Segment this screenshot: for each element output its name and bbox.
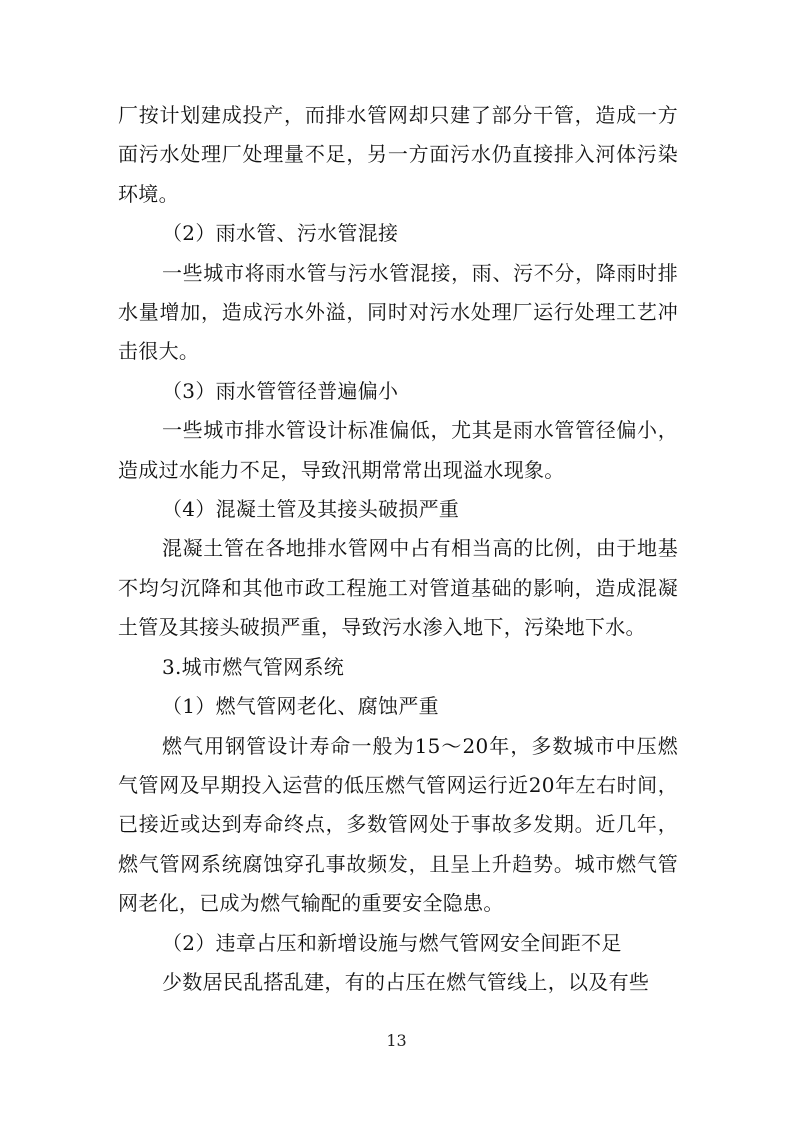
paragraph-rain-sewage-mixing: 一些城市将雨水管与污水管混接，雨、污不分，降雨时排水量增加，造成污水外溢，同时对污水处理厂运行处理工艺冲击很大。 (118, 260, 678, 364)
paragraph-concrete-pipe-damage: 混凝土管在各地排水管网中占有相当高的比例，由于地基不均匀沉降和其他市政工程施工对管道基础的影响，造成混凝土管及其接头破损严重，导致污水渗入地下，污染地下水。 (118, 536, 678, 640)
paragraph-small-diameter: 一些城市排水管设计标准偏低，尤其是雨水管管径偏小，造成过水能力不足，导致汛期常常出现溢水现象。 (118, 418, 678, 482)
page-body (118, 96, 678, 1002)
section-heading-gas-network: 3.城市燃气管网系统 (162, 654, 345, 679)
paragraph-continuation: 厂按计划建成投产，而排水管网却只建了部分干管，造成一方面污水处理厂处理量不足，另一方面污水仍直接排入河体污染环境。 (118, 103, 678, 206)
section-heading-concrete-pipe-damage: （4）混凝土管及其接头破损严重 (162, 497, 460, 522)
section-heading-small-diameter: （3）雨水管管径普遍偏小 (162, 378, 399, 403)
paragraph-gas-aging: 燃气用钢管设计寿命一般为15～20年，多数城市中压燃气管网及早期投入运营的低压燃气管网运行近20年左右时间，已接近或达到寿命终点，多数管网处于事故多发期。近几年，燃气管网系统腐蚀穿孔事故频发，且呈上升趋势。城市燃气管网老化，已成为燃气输配的重要安全隐患。 (118, 733, 678, 916)
section-heading-rain-sewage-mixing: （2）雨水管、污水管混接 (162, 221, 399, 246)
page-number: 13 (386, 1031, 407, 1050)
paragraph-illegal-occupation: 少数居民乱搭乱建，有的占压在燃气管线上，以及有些 (162, 969, 650, 994)
section-heading-gas-aging: （1）燃气管网老化、腐蚀严重 (162, 694, 439, 719)
section-heading-illegal-occupation: （2）违章占压和新增设施与燃气管网安全间距不足 (162, 930, 622, 955)
